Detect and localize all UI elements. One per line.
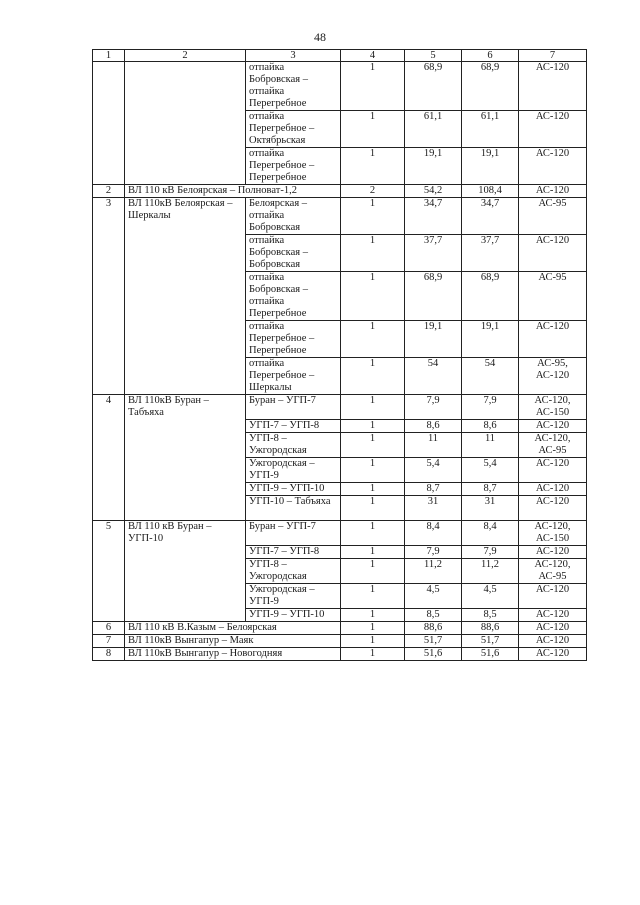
wire-brand-cell: АС-120 — [519, 483, 587, 496]
wire-brand-cell: АС-120 — [519, 609, 587, 622]
section-cell: УГП-7 – УГП-8 — [246, 546, 341, 559]
length-route-cell: 8,5 — [405, 609, 462, 622]
length-circuit-cell: 31 — [462, 496, 519, 521]
length-route-cell: 88,6 — [405, 622, 462, 635]
circuits-cell: 1 — [341, 111, 405, 148]
length-circuit-cell: 7,9 — [462, 395, 519, 420]
table-row — [93, 635, 587, 648]
circuits-cell: 2 — [341, 185, 405, 198]
circuits-cell: 1 — [341, 433, 405, 458]
section-cell: УГП-9 – УГП-10 — [246, 483, 341, 496]
row-number-cell: 8 — [93, 648, 125, 661]
wire-brand-cell: АС-120, АС-150 — [519, 521, 587, 546]
length-circuit-cell: 68,9 — [462, 272, 519, 321]
wire-brand-cell: АС-120 — [519, 148, 587, 185]
table-row — [93, 395, 587, 420]
column-number: 4 — [341, 50, 405, 62]
line-name-cell: ВЛ 110кВ Буран – Табъяха — [125, 395, 246, 521]
power-lines-table — [92, 49, 587, 661]
section-cell: Буран – УГП-7 — [246, 521, 341, 546]
column-number: 1 — [93, 50, 125, 62]
circuits-cell: 1 — [341, 358, 405, 395]
table-row — [93, 648, 587, 661]
circuits-cell: 1 — [341, 483, 405, 496]
wire-brand-cell: АС-120, АС-95 — [519, 433, 587, 458]
wire-brand-cell: АС-120 — [519, 111, 587, 148]
length-route-cell: 61,1 — [405, 111, 462, 148]
section-cell: Буран – УГП-7 — [246, 395, 341, 420]
row-number-cell: 3 — [93, 198, 125, 395]
wire-brand-cell: АС-120 — [519, 458, 587, 483]
column-number: 2 — [125, 50, 246, 62]
length-route-cell: 4,5 — [405, 584, 462, 609]
row-number-cell: 4 — [93, 395, 125, 521]
section-cell: отпайка Перегребное – Октябрьская — [246, 111, 341, 148]
length-circuit-cell: 5,4 — [462, 458, 519, 483]
column-number: 7 — [519, 50, 587, 62]
row-number-cell — [93, 62, 125, 185]
wire-brand-cell: АС-120 — [519, 622, 587, 635]
length-route-cell: 54 — [405, 358, 462, 395]
column-number: 5 — [405, 50, 462, 62]
page-number: 48 — [314, 30, 326, 44]
section-cell: Ужгородская – УГП-9 — [246, 584, 341, 609]
section-cell: УГП-10 – Табъяха — [246, 496, 341, 521]
wire-brand-cell: АС-120 — [519, 62, 587, 111]
circuits-cell: 1 — [341, 272, 405, 321]
length-circuit-cell: 8,7 — [462, 483, 519, 496]
column-number: 3 — [246, 50, 341, 62]
table-row — [93, 622, 587, 635]
circuits-cell: 1 — [341, 521, 405, 546]
line-name-cell: ВЛ 110 кВ Белоярская – Полноват-1,2 — [125, 185, 341, 198]
section-cell: отпайка Перегребное – Шеркалы — [246, 358, 341, 395]
section-cell: отпайка Бобровская – Бобровская — [246, 235, 341, 272]
wire-brand-cell: АС-120 — [519, 235, 587, 272]
section-cell: отпайка Перегребное – Перегребное — [246, 321, 341, 358]
section-cell: отпайка Перегребное – Перегребное — [246, 148, 341, 185]
length-circuit-cell: 88,6 — [462, 622, 519, 635]
wire-brand-cell: АС-95, АС-120 — [519, 358, 587, 395]
length-route-cell: 5,4 — [405, 458, 462, 483]
circuits-cell: 1 — [341, 648, 405, 661]
length-circuit-cell: 68,9 — [462, 62, 519, 111]
length-route-cell: 37,7 — [405, 235, 462, 272]
circuits-cell: 1 — [341, 546, 405, 559]
section-cell: УГП-8 – Ужгородская — [246, 433, 341, 458]
length-route-cell: 11 — [405, 433, 462, 458]
length-circuit-cell: 19,1 — [462, 148, 519, 185]
length-circuit-cell: 19,1 — [462, 321, 519, 358]
section-cell: УГП-7 – УГП-8 — [246, 420, 341, 433]
wire-brand-cell: АС-120 — [519, 496, 587, 521]
circuits-cell: 1 — [341, 235, 405, 272]
circuits-cell: 1 — [341, 635, 405, 648]
section-cell: Ужгородская – УГП-9 — [246, 458, 341, 483]
circuits-cell: 1 — [341, 584, 405, 609]
length-circuit-cell: 8,6 — [462, 420, 519, 433]
length-route-cell: 11,2 — [405, 559, 462, 584]
circuits-cell: 1 — [341, 609, 405, 622]
length-circuit-cell: 51,7 — [462, 635, 519, 648]
circuits-cell: 1 — [341, 559, 405, 584]
length-circuit-cell: 51,6 — [462, 648, 519, 661]
wire-brand-cell: АС-95 — [519, 198, 587, 235]
circuits-cell: 1 — [341, 622, 405, 635]
section-cell: отпайка Бобровская – отпайка Перегребное — [246, 62, 341, 111]
table-row — [93, 521, 587, 546]
line-name-cell: ВЛ 110кВ Вынгапур – Новогодняя — [125, 648, 341, 661]
wire-brand-cell: АС-120 — [519, 648, 587, 661]
length-circuit-cell: 34,7 — [462, 198, 519, 235]
length-circuit-cell: 11,2 — [462, 559, 519, 584]
circuits-cell: 1 — [341, 148, 405, 185]
line-name-cell: ВЛ 110кВ Белоярская – Шеркалы — [125, 198, 246, 395]
table-row — [93, 198, 587, 235]
column-number: 6 — [462, 50, 519, 62]
circuits-cell: 1 — [341, 458, 405, 483]
column-number-row — [93, 50, 587, 62]
length-route-cell: 7,9 — [405, 395, 462, 420]
length-route-cell: 19,1 — [405, 321, 462, 358]
section-cell: Белоярская – отпайка Бобровская — [246, 198, 341, 235]
wire-brand-cell: АС-95 — [519, 272, 587, 321]
wire-brand-cell: АС-120, АС-150 — [519, 395, 587, 420]
length-route-cell: 51,7 — [405, 635, 462, 648]
wire-brand-cell: АС-120 — [519, 321, 587, 358]
length-route-cell: 68,9 — [405, 272, 462, 321]
length-route-cell: 7,9 — [405, 546, 462, 559]
wire-brand-cell: АС-120 — [519, 546, 587, 559]
circuits-cell: 1 — [341, 420, 405, 433]
circuits-cell: 1 — [341, 62, 405, 111]
table-row — [93, 62, 587, 111]
line-name-cell: ВЛ 110 кВ В.Казым – Белоярская — [125, 622, 341, 635]
circuits-cell: 1 — [341, 395, 405, 420]
length-route-cell: 8,4 — [405, 521, 462, 546]
length-route-cell: 8,6 — [405, 420, 462, 433]
circuits-cell: 1 — [341, 496, 405, 521]
length-route-cell: 51,6 — [405, 648, 462, 661]
length-circuit-cell: 37,7 — [462, 235, 519, 272]
length-circuit-cell: 11 — [462, 433, 519, 458]
length-route-cell: 19,1 — [405, 148, 462, 185]
wire-brand-cell: АС-120 — [519, 185, 587, 198]
row-number-cell: 7 — [93, 635, 125, 648]
length-route-cell: 8,7 — [405, 483, 462, 496]
section-cell: отпайка Бобровская – отпайка Перегребное — [246, 272, 341, 321]
line-name-cell: ВЛ 110 кВ Буран – УГП-10 — [125, 521, 246, 622]
length-route-cell: 68,9 — [405, 62, 462, 111]
length-route-cell: 31 — [405, 496, 462, 521]
length-route-cell: 34,7 — [405, 198, 462, 235]
wire-brand-cell: АС-120 — [519, 420, 587, 433]
length-circuit-cell: 61,1 — [462, 111, 519, 148]
length-circuit-cell: 8,5 — [462, 609, 519, 622]
row-number-cell: 2 — [93, 185, 125, 198]
line-name-cell: ВЛ 110кВ Вынгапур – Маяк — [125, 635, 341, 648]
circuits-cell: 1 — [341, 198, 405, 235]
circuits-cell: 1 — [341, 321, 405, 358]
row-number-cell: 5 — [93, 521, 125, 622]
section-cell: УГП-9 – УГП-10 — [246, 609, 341, 622]
row-number-cell: 6 — [93, 622, 125, 635]
wire-brand-cell: АС-120 — [519, 635, 587, 648]
length-circuit-cell: 54 — [462, 358, 519, 395]
line-name-cell — [125, 62, 246, 185]
length-route-cell: 54,2 — [405, 185, 462, 198]
length-circuit-cell: 8,4 — [462, 521, 519, 546]
length-circuit-cell: 7,9 — [462, 546, 519, 559]
section-cell: УГП-8 – Ужгородская — [246, 559, 341, 584]
wire-brand-cell: АС-120 — [519, 584, 587, 609]
length-circuit-cell: 4,5 — [462, 584, 519, 609]
table-row — [93, 185, 587, 198]
wire-brand-cell: АС-120, АС-95 — [519, 559, 587, 584]
length-circuit-cell: 108,4 — [462, 185, 519, 198]
